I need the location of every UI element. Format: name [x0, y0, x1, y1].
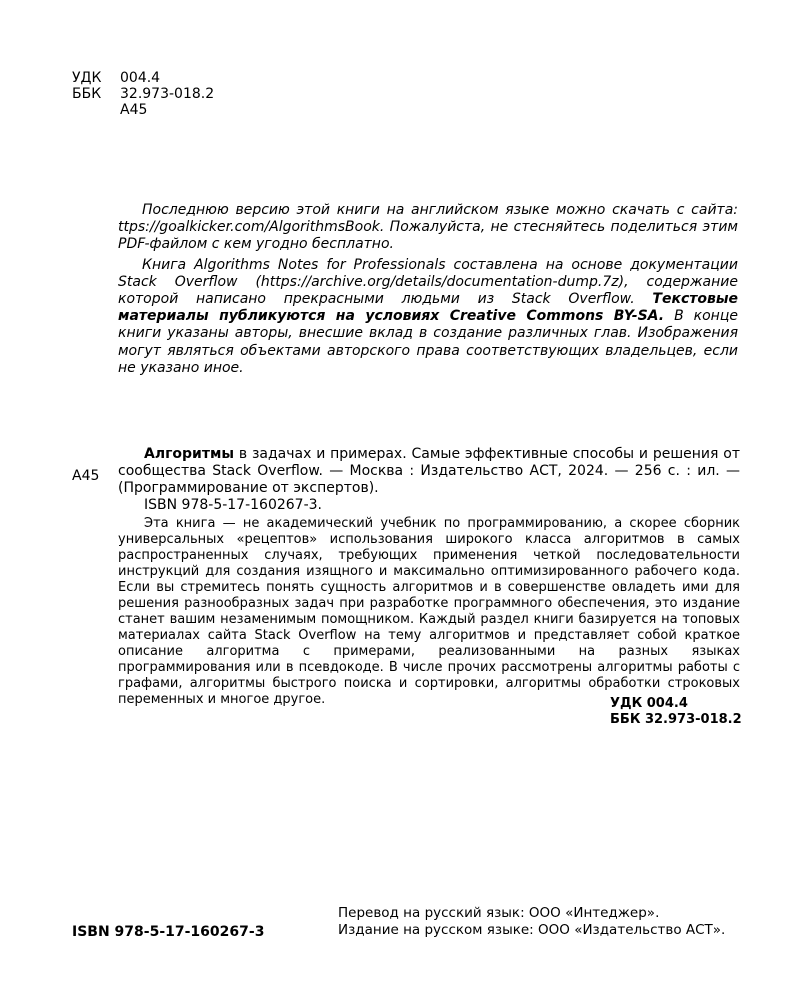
author-mark: А45: [120, 102, 148, 118]
notice-license-bold: Текстовые материалы публикуются на условиях Creative Commons BY-SA.: [118, 291, 738, 325]
udk-row: [72, 70, 214, 86]
footer-isbn: ISBN 978-5-17-160267-3: [72, 924, 265, 940]
udk-label: УДК: [72, 70, 102, 86]
catalog-udk: УДК 004.4: [610, 696, 688, 711]
license-notice: [118, 202, 738, 380]
notice-paragraph-download: Последнюю версию этой книги на английском языке можно скачать с сайта: ttps://goalkicker.com/AlgorithmsBook. Пожалуйста, не стесняйтесь поделиться этим PDF-файлом с кем угодно бесплатно.: [118, 202, 738, 253]
bbk-label: ББК: [72, 86, 102, 102]
author-mark-row: [72, 102, 214, 118]
book-abstract: Эта книга — не академический учебник по программированию, а скорее сборник универсальных «рецептов» использования широкого класса алгоритмов в самых распространенных случаях, требующих применения четкой последовательности инструкций для создания изящного и максимально оптимизированного рабочего кода. Если вы стремитесь понять сущность алгоритмов и в совершенстве овладеть ими для решения разнообразных задач при разработке программного обеспечения, это издание станет вашим незаменимым помощником. Каждый раздел книги базируется на топовых материалах сайта Stack Overflow на тему алгоритмов и представляет собой краткое описание алгоритма с примерами, реализованными на разных языках программирования или в псевдокоде. В числе прочих рассмотрены алгоритмы работы с графами, алгоритмы быстрого поиска и сортировки, алгоритмы обработки строковых переменных и многое другое.: [118, 516, 740, 707]
catalog-classification: [610, 696, 742, 728]
translation-credit: Перевод на русский язык: ООО «Интеджер».: [338, 905, 660, 921]
bibliographic-details: в задачах и примерах. Самые эффективные способы и решения от сообщества Stack Overflow. — Москва : Издательство АСТ, 2024. — 256 с. : ил. — (Программирование от экспертов).: [118, 446, 740, 496]
bbk-value: 32.973-018.2: [120, 86, 215, 102]
udk-value: 004.4: [120, 70, 161, 86]
catalog-isbn: ISBN 978-5-17-160267-3.: [144, 497, 322, 513]
notice-paragraph-license: [118, 257, 738, 377]
notice-license-text-2: В конце книги указаны авторы, внесшие вклад в создание различных глав. Изображения могут являться объектами авторского права соответствующих владельцев, если не указано иное.: [118, 308, 738, 376]
edition-credit: Издание на русском языке: ООО «Издательство АСТ».: [338, 922, 726, 938]
catalog-bbk: ББК 32.973-018.2: [610, 712, 742, 727]
book-title: Алгоритмы: [144, 446, 235, 462]
publisher-credits: [338, 905, 725, 939]
catalog-card: [118, 446, 740, 514]
notice-license-text-1: Книга Algorithms Notes for Professionals составлена на основе документации Stack Overflow (https://archive.org/details/documentation-dump.7z), содержание которой написано прекрасными людьми из Stack Overflow.: [118, 256, 738, 308]
bbk-row: [72, 86, 214, 102]
bibliographic-record: [118, 446, 740, 497]
catalog-author-mark: А45: [72, 468, 100, 484]
classification-block: [72, 70, 214, 118]
